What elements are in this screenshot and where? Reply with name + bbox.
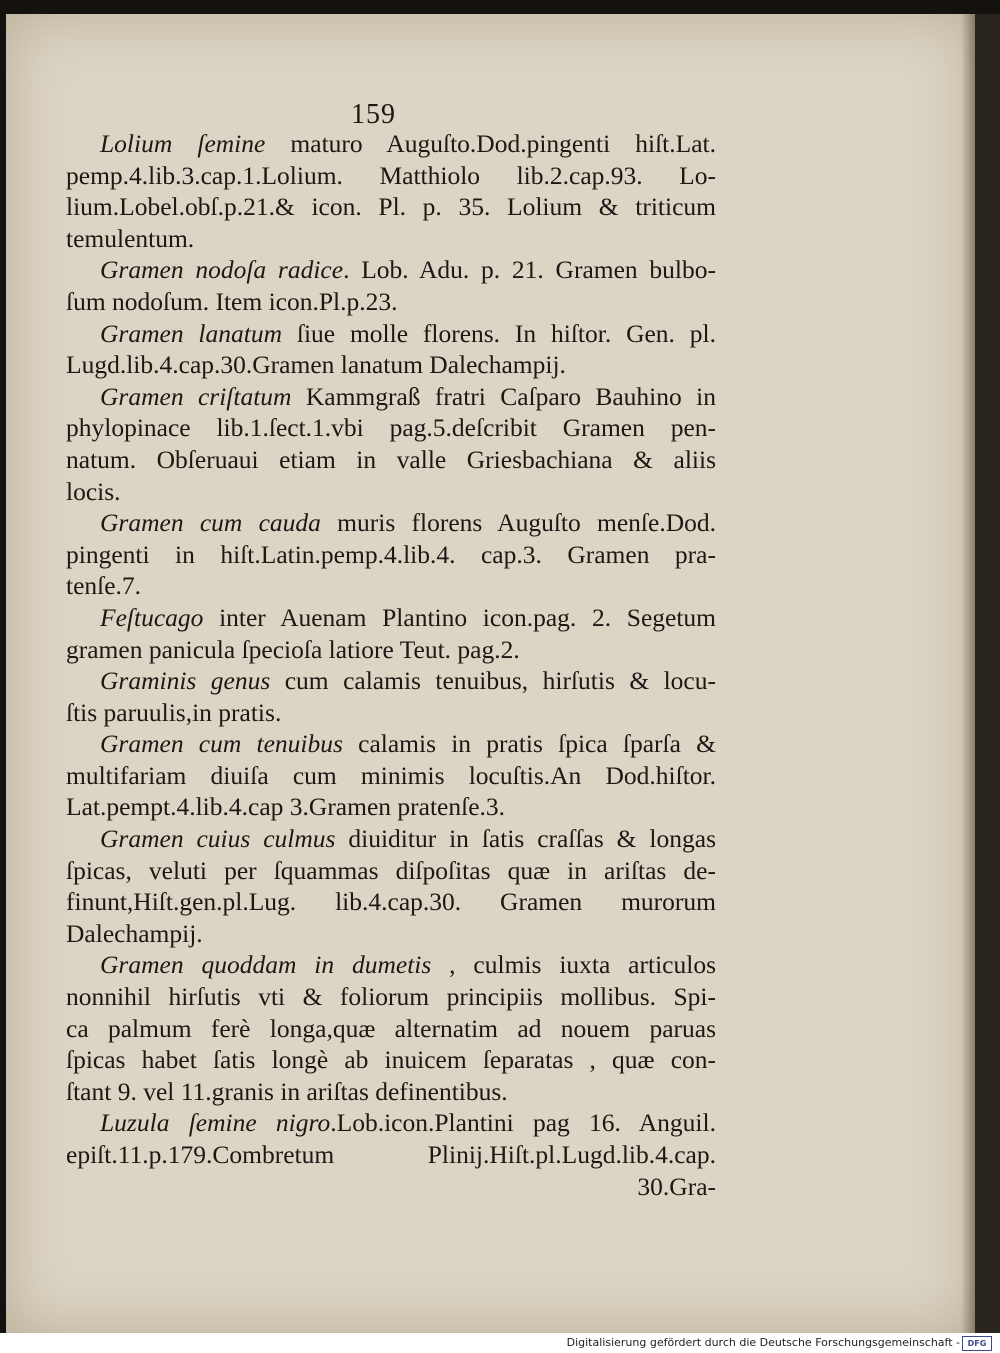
text-line — [66, 823, 716, 855]
text-run: ſpicas habet ſatis longè ab inuicem ſeparatas , quæ con- — [66, 1045, 716, 1075]
text-run: calamis in pratis ſpica ſparſa & — [342, 729, 717, 759]
text-run: multifariam diuiſa cum minimis locuſtis.An Dod.hiſtor. — [66, 760, 716, 790]
text-line — [66, 1171, 716, 1203]
page-text — [66, 128, 716, 1202]
text-line — [66, 1013, 716, 1045]
text-line — [66, 1107, 716, 1139]
text-run: pemp.4.lib.3.cap.1.Lolium. Matthiolo lib.2.cap.93. Lo- — [66, 160, 716, 190]
text-run: . Lob. Adu. p. 21. Gramen bulbo- — [343, 255, 716, 285]
text-line — [66, 697, 716, 729]
italic-term: Gramen cum tenuibus — [100, 729, 343, 759]
italic-term: Gramen criſtatum — [100, 381, 292, 411]
text-line — [66, 412, 716, 444]
dfg-logo: DFG — [962, 1336, 992, 1351]
text-line — [66, 318, 716, 350]
italic-term: Gramen cum cauda — [100, 508, 321, 538]
text-run: tenſe.7. — [66, 571, 142, 601]
text-run: muris florens Auguſto menſe.Dod. — [320, 508, 717, 538]
italic-term: Gramen cuius culmus — [100, 824, 336, 854]
text-run: diuiditur in ſatis craſſas & longas — [335, 824, 716, 854]
footer-bar — [0, 1333, 1000, 1353]
text-line — [66, 223, 716, 255]
text-line — [66, 570, 716, 602]
italic-term: Feſtucago — [100, 602, 204, 632]
text-run: Lugd.lib.4.cap.30.Gramen lanatum Dalechampij. — [66, 350, 566, 380]
text-line — [66, 918, 716, 950]
text-line — [66, 855, 716, 887]
text-line — [66, 728, 716, 760]
text-run: lium.Lobel.obſ.p.21.& icon. Pl. p. 35. Lolium & triticum — [66, 192, 716, 222]
text-line — [66, 539, 716, 571]
text-line — [66, 634, 716, 666]
text-line — [66, 286, 716, 318]
text-line — [66, 665, 716, 697]
text-run: Lat.pempt.4.lib.4.cap 3.Gramen pratenſe.3. — [66, 792, 506, 822]
text-line — [66, 791, 716, 823]
text-run: phylopinace lib.1.ſect.1.vbi pag.5.deſcribit Gramen pen- — [66, 413, 716, 443]
text-run: Kammgraß fratri Caſparo Bauhino in — [291, 381, 716, 411]
text-run: ſtant 9. vel 11.granis in ariſtas definentibus. — [66, 1076, 508, 1106]
italic-term: Graminis genus — [100, 666, 271, 696]
text-line — [66, 981, 716, 1013]
text-run: nonnihil hirſutis vti & foliorum principiis mollibus. Spi- — [66, 982, 716, 1012]
text-line — [66, 254, 716, 286]
text-run: locis. — [66, 476, 121, 506]
text-line — [66, 602, 716, 634]
text-line — [66, 1139, 716, 1171]
text-line — [66, 1044, 716, 1076]
text-run: ſum nodoſum. Item icon.Pl.p.23. — [66, 286, 398, 316]
italic-term: Gramen quoddam in dumetis — [100, 950, 432, 980]
page-edge-shadow — [975, 14, 1000, 1333]
italic-term: Gramen nodoſa radice — [100, 255, 344, 285]
text-line — [66, 160, 716, 192]
text-run: Dalechampij. — [66, 918, 203, 948]
text-run: maturo Auguſto.Dod.pingenti hiſt.Lat. — [265, 129, 716, 158]
text-line — [66, 507, 716, 539]
text-run: 30.Gra- — [637, 1171, 716, 1201]
text-line — [66, 886, 716, 918]
text-run: finunt,Hiſt.gen.pl.Lug. lib.4.cap.30. Gramen murorum — [66, 887, 716, 917]
text-line — [66, 381, 716, 413]
text-line — [66, 444, 716, 476]
italic-term: Lolium ſemine — [100, 129, 266, 158]
text-run: natum. Obſeruaui etiam in valle Griesbachiana & aliis — [66, 444, 716, 474]
text-run: epiſt.11.p.179.Combretum Plinij.Hiſt.pl.Lugd.lib.4.cap. — [66, 1140, 716, 1169]
text-run: ſpicas, veluti per ſquammas diſpoſitas quæ in ariſtas de- — [66, 855, 716, 885]
italic-term: Luzula ſemine nigro — [100, 1108, 331, 1138]
text-run: ſtis paruulis,in pratis. — [66, 697, 282, 727]
italic-term: Gramen lanatum — [100, 318, 283, 348]
text-line — [66, 1076, 716, 1108]
text-line — [66, 349, 716, 381]
page-number: 159 — [351, 99, 396, 130]
text-line — [66, 191, 716, 223]
text-run: gramen panicula ſpecioſa latiore Teut. pag.2. — [66, 634, 520, 664]
text-run: cum calamis tenuibus, hirſutis & locu- — [270, 666, 716, 696]
footer-credit: Digitalisierung gefördert durch die Deutsche Forschungsgemeinschaft - — [566, 1336, 960, 1349]
text-line — [66, 760, 716, 792]
text-run: .Lob.icon.Plantini pag 16. Anguil. — [330, 1108, 716, 1138]
text-line — [66, 476, 716, 508]
text-line — [66, 128, 716, 160]
text-line — [66, 949, 716, 981]
text-run: pingenti in hiſt.Latin.pemp.4.lib.4. cap.3. Gramen pra- — [66, 539, 716, 569]
text-run: temulentum. — [66, 223, 195, 253]
text-run: inter Auenam Plantino icon.pag. 2. Segetum — [203, 602, 716, 632]
text-run: ca palmum ferè longa,quæ alternatim ad nouem paruas — [66, 1013, 716, 1043]
text-run: ſiue molle florens. In hiſtor. Gen. pl. — [282, 318, 716, 348]
text-run: , culmis iuxta articulos — [431, 950, 716, 980]
